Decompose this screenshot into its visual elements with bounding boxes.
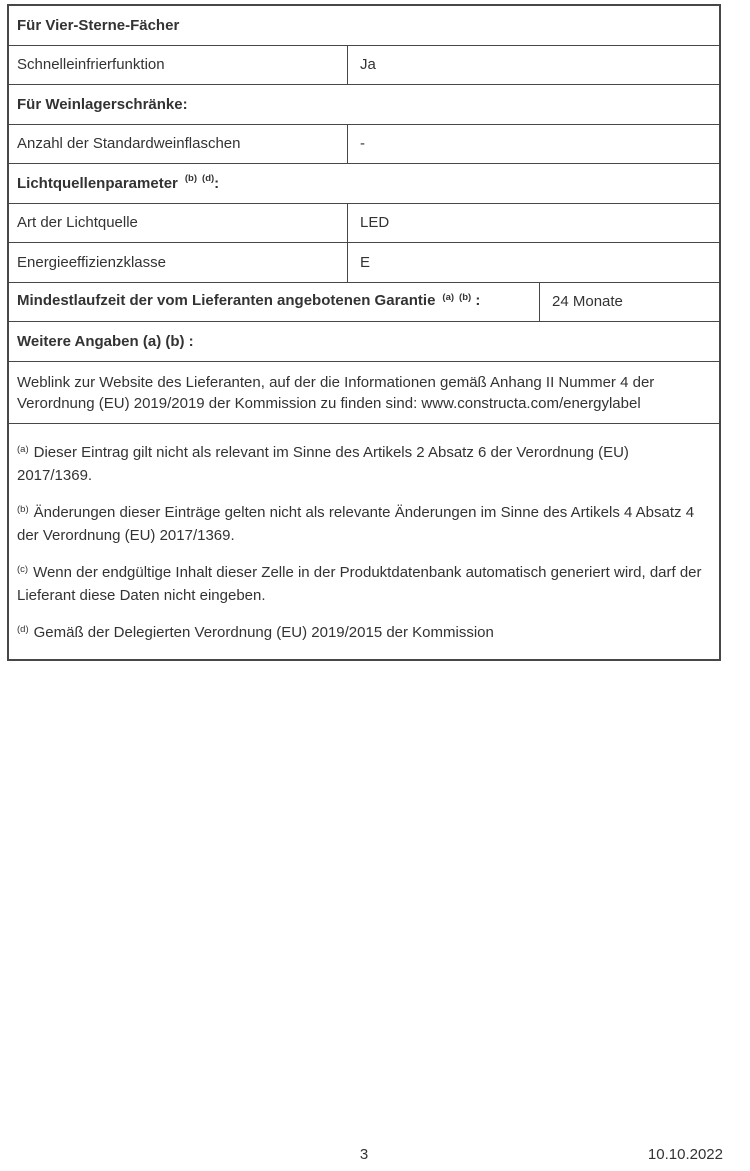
- row-minimum-warranty: [9, 283, 719, 323]
- row-label: Art der Lichtquelle: [17, 214, 138, 232]
- section-title: Weitere Angaben (a) (b) :: [17, 332, 194, 350]
- row-supplier-weblink: [9, 362, 719, 424]
- row-light-source-parameters: [9, 164, 719, 204]
- footnote-text: Änderungen dieser Einträge gelten nicht als relevante Änderungen im Sinne des Artikels 4 Absatz 4 der Verordnung (EU) 2017/1369.: [17, 503, 695, 544]
- section-title-suffix: :: [214, 174, 220, 192]
- footnote-ref: (b): [184, 172, 198, 184]
- footnote-ref: (d): [202, 172, 215, 184]
- row-label: [17, 291, 480, 312]
- row-value-cell: [540, 283, 719, 322]
- row-standard-wine-bottles: [9, 125, 719, 165]
- page-number: 3: [359, 1146, 369, 1163]
- row-light-source-type: [9, 204, 719, 244]
- footnote-marker: (c): [17, 563, 29, 575]
- footnote-marker: (a): [17, 443, 29, 455]
- row-value-cell: [348, 243, 719, 282]
- row-wine-storage: [9, 85, 719, 125]
- row-value: LED: [360, 214, 390, 232]
- row-value: 24 Monate: [552, 293, 623, 311]
- footnote-b: [17, 502, 707, 546]
- row-label: Energieeffizienzklasse: [17, 253, 166, 271]
- row-label-cell: [9, 204, 348, 243]
- footer-date: 10.10.2022: [647, 1146, 723, 1163]
- row-label-cell: [9, 243, 348, 282]
- row-four-star-compartments: [9, 6, 719, 46]
- footnote-text: Dieser Eintrag gilt nicht als relevant im Sinne des Artikels 2 Absatz 6 der Verordnung (EU) 2017/1369.: [17, 443, 629, 484]
- footnote-ref: (b): [459, 292, 472, 304]
- row-value-cell: [348, 204, 719, 243]
- footnote-text: Wenn der endgültige Inhalt dieser Zelle in der Produktdatenbank automatisch generiert wird, darf der Lieferant diese Daten nicht eingeben.: [17, 563, 702, 604]
- section-title: Für Weinlagerschränke:: [17, 95, 188, 113]
- row-label-cell: [9, 283, 540, 322]
- row-value-cell: [348, 46, 719, 85]
- footnote-c: [17, 562, 707, 606]
- footnote-text: Gemäß der Delegierten Verordnung (EU) 2019/2015 der Kommission: [33, 623, 494, 641]
- row-label-suffix: :: [471, 292, 481, 310]
- row-fast-freeze: [9, 46, 719, 86]
- footnote-marker: (d): [17, 623, 29, 635]
- product-datasheet-table: [7, 4, 721, 661]
- row-label-cell: [9, 46, 348, 85]
- footnote-marker: (b): [17, 503, 29, 515]
- section-title: Lichtquellenparameter: [17, 174, 178, 192]
- row-label: Anzahl der Standardweinflaschen: [17, 135, 241, 153]
- footnote-ref: (a): [442, 292, 455, 304]
- footnotes-cell: [9, 424, 719, 659]
- row-label-cell: [9, 125, 348, 164]
- row-value: E: [360, 253, 371, 271]
- row-further-details: [9, 322, 719, 362]
- weblink-text: Weblink zur Website des Lieferanten, auf der die Informationen gemäß Anhang II Nummer 4 der Verordnung (EU) 2019/2019 der Kommission zu finden sind: www.constructa.com/energylabel: [17, 373, 655, 412]
- row-value: Ja: [360, 56, 376, 74]
- section-title: Für Vier-Sterne-Fächer: [17, 16, 180, 34]
- footnote-d: [17, 622, 707, 645]
- row-value-cell: [348, 125, 719, 164]
- row-label: Schnelleinfrierfunktion: [17, 56, 165, 74]
- row-energy-efficiency-class: [9, 243, 719, 283]
- row-value: -: [360, 135, 365, 153]
- row-label-text: Mindestlaufzeit der vom Lieferanten angebotenen Garantie: [17, 292, 436, 310]
- footnote-a: [17, 442, 707, 486]
